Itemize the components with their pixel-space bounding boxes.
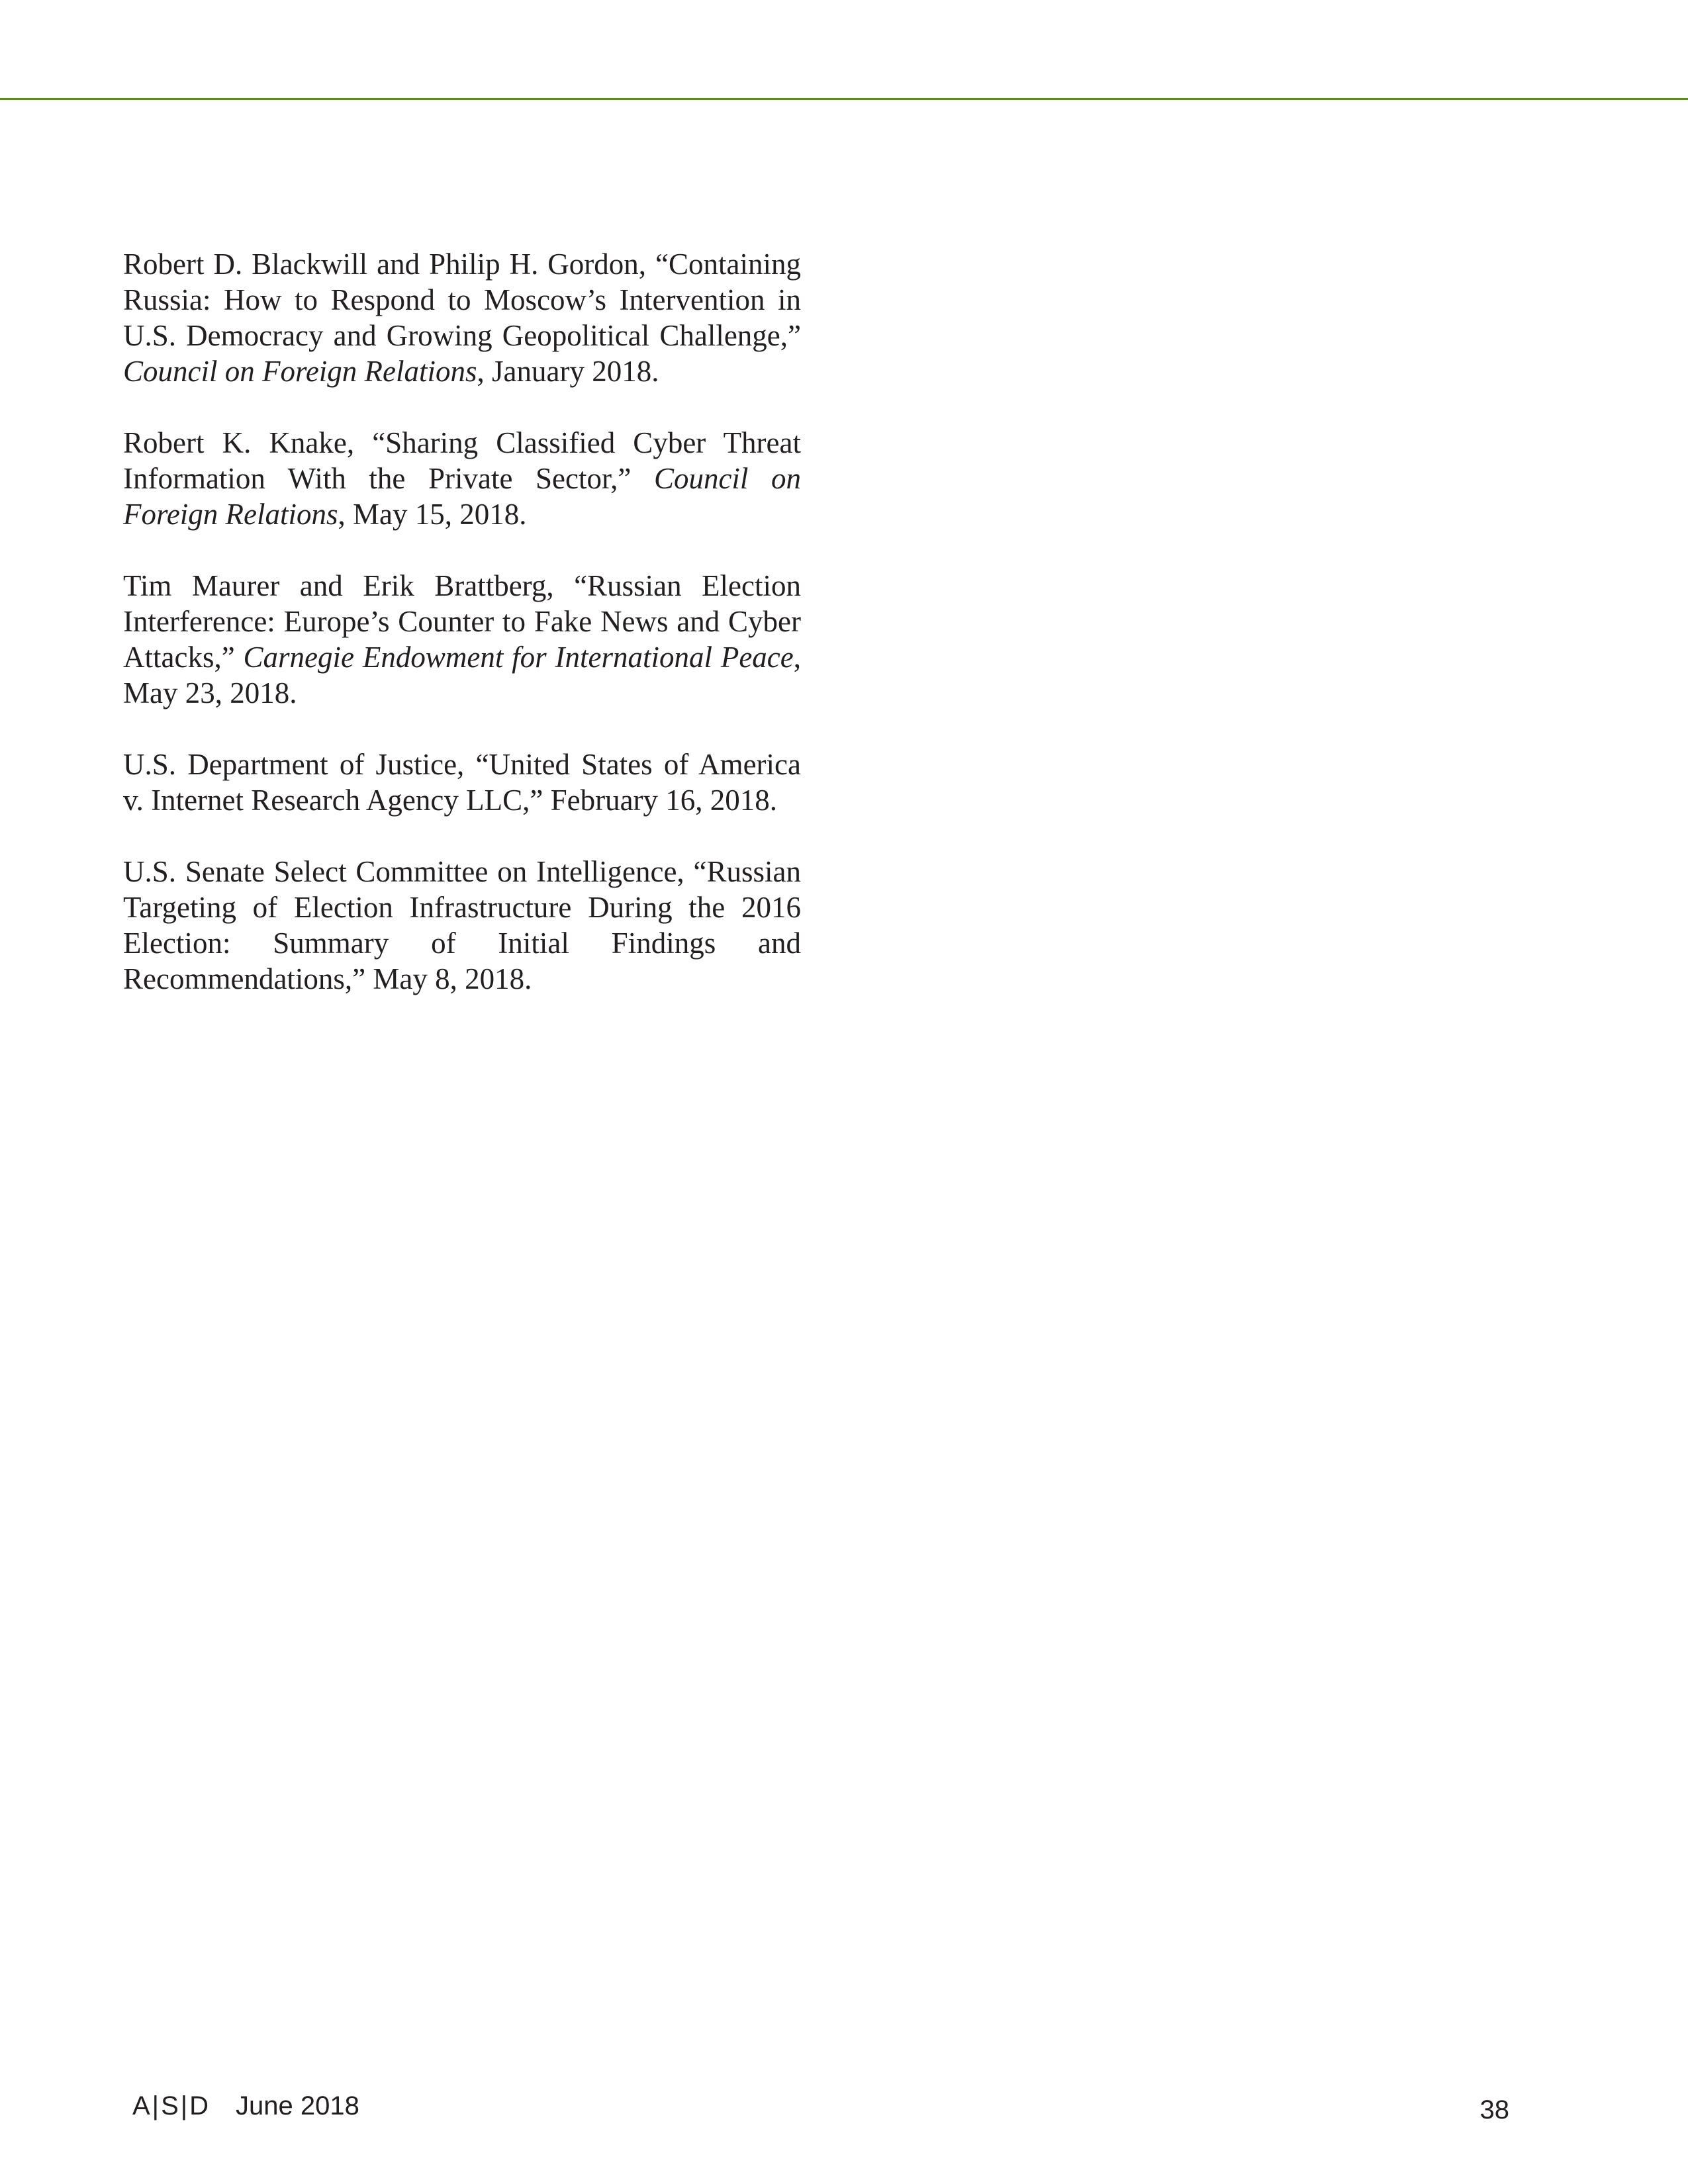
reference-date: , May 15, 2018. xyxy=(338,498,527,531)
reference-source: Council on Foreign Relations xyxy=(123,355,477,388)
page-number: 38 xyxy=(1479,2095,1509,2124)
footer-date: June 2018 xyxy=(236,2091,359,2120)
reference-item xyxy=(123,568,801,711)
footer xyxy=(132,2091,359,2121)
reference-item xyxy=(123,747,801,818)
reference-item xyxy=(123,425,801,532)
reference-text: Robert K. Knake, “Sharing Classified Cyber Threat Information With the Private Sector,” xyxy=(123,426,801,495)
reference-date: , January 2018. xyxy=(477,355,659,388)
footer-org-mark: A|S|D xyxy=(132,2091,211,2120)
reference-item xyxy=(123,854,801,997)
reference-item xyxy=(123,246,801,389)
reference-text: U.S. Department of Justice, “United States of America v. Internet Research Agency LLC,” February 16, 2018. xyxy=(123,748,801,817)
header-rule xyxy=(0,98,1688,100)
reference-source: Carnegie Endowment for International Peace xyxy=(243,641,794,674)
reference-text: U.S. Senate Select Committee on Intelligence, “Russian Targeting of Election Infrastructure During the 2016 Election: Summary of Initial Findings and Recommendations,” May 8, 2018. xyxy=(123,855,801,995)
reference-text: Tim Maurer and Erik Brattberg, “Russian Election Interference: Europe’s Counter to Fake News and Cyber Attacks,” xyxy=(123,569,801,674)
reference-list xyxy=(123,246,801,1032)
reference-text: Robert D. Blackwill and Philip H. Gordon, “Containing Russia: How to Respond to Moscow’s Intervention in U.S. Democracy and Growing Geopolitical Challenge,” xyxy=(123,248,801,352)
reference-source: Council on Foreign Relations xyxy=(123,462,801,531)
reference-date: , May 23, 2018. xyxy=(123,641,801,709)
